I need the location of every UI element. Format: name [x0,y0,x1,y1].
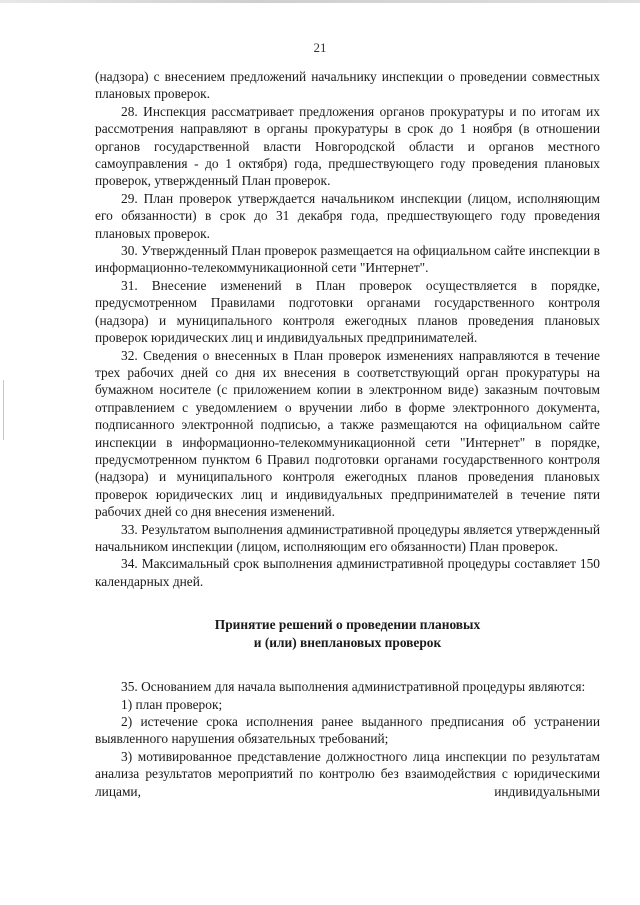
paragraph-30: 30. Утвержденный План проверок размещается на официальном сайте инспекции в информационно-телекоммуникационной сети "Интернет". [95,243,600,276]
section-heading-line-1: Принятие решений о проведении плановых [214,617,481,633]
paragraph-continuation: (надзора) с внесением предложений начальнику инспекции о проведении совместных плановых проверок. [95,69,600,102]
section-heading [95,616,600,652]
page-number: 21 [313,40,327,55]
list-item-1: 1) план проверок; [121,696,223,712]
paragraph-28: 28. Инспекция рассматривает предложения органов прокуратуры и по итогам их рассмотрения направляют в органы прокуратуры в срок до 1 ноября (в отношении органов государственной власти Новгородской области и органов местного самоуправления - до 1 октября) года, предшествующего году проведения плановых проверок, утвержденный План проверок. [95,103,600,189]
list-item-2: 2) истечение срока исполнения ранее выданного предписания об устранении выявленного нарушения обязательных требований; [95,714,600,747]
paragraph-31: 31. Внесение изменений в План проверок осуществляется в порядке, предусмотренном Правилами подготовки органами государственного контроля (надзора) и муниципального контроля ежегодных планов проведения плановых проверок юридических лиц и индивидуальных предпринимателей. [95,277,600,346]
list-item-3: 3) мотивированное представление должностного лица инспекции по результатам анализа результатов мероприятий по контролю без взаимодействия с юридическими лицами, индивидуальными [95,748,600,799]
scan-edge [0,0,640,3]
document-body [95,68,600,800]
paragraph-35: 35. Основанием для начала выполнения административной процедуры являются: [121,679,586,695]
paragraph-29: 29. План проверок утверждается начальником инспекции (лицом, исполняющим его обязанности) в срок до 31 декабря года, предшествующего году проведения плановых проверок. [95,190,600,241]
paragraph-32: 32. Сведения о внесенных в План проверок изменениях направляются в течение трех рабочих дней со дня их внесения в соответствующий орган прокуратуры на бумажном носителе (с приложением копии в электронном виде) заказным почтовым отправлением с уведомлением о вручении либо в форме электронного документа, подписанного электронной подписью, а также размещаются на официальном сайте инспекции в информационно-телекоммуникационной сети "Интернет" в порядке, предусмотренном пунктом 6 Правил подготовки органами государственного контроля (надзора) и муниципального контроля ежегодных планов проведения плановых проверок юридических лиц и индивидуальных предпринимателей в течение пяти рабочих дней со дня внесения изменений. [95,347,600,520]
scan-margin-mark [3,380,4,440]
paragraph-33: 33. Результатом выполнения административной процедуры является утвержденный начальником инспекции (лицом, исполняющим его обязанности) План проверок. [95,521,600,554]
section-heading-line-2: и (или) внеплановых проверок [253,635,442,651]
paragraph-34: 34. Максимальный срок выполнения административной процедуры составляет 150 календарных дней. [95,556,600,589]
